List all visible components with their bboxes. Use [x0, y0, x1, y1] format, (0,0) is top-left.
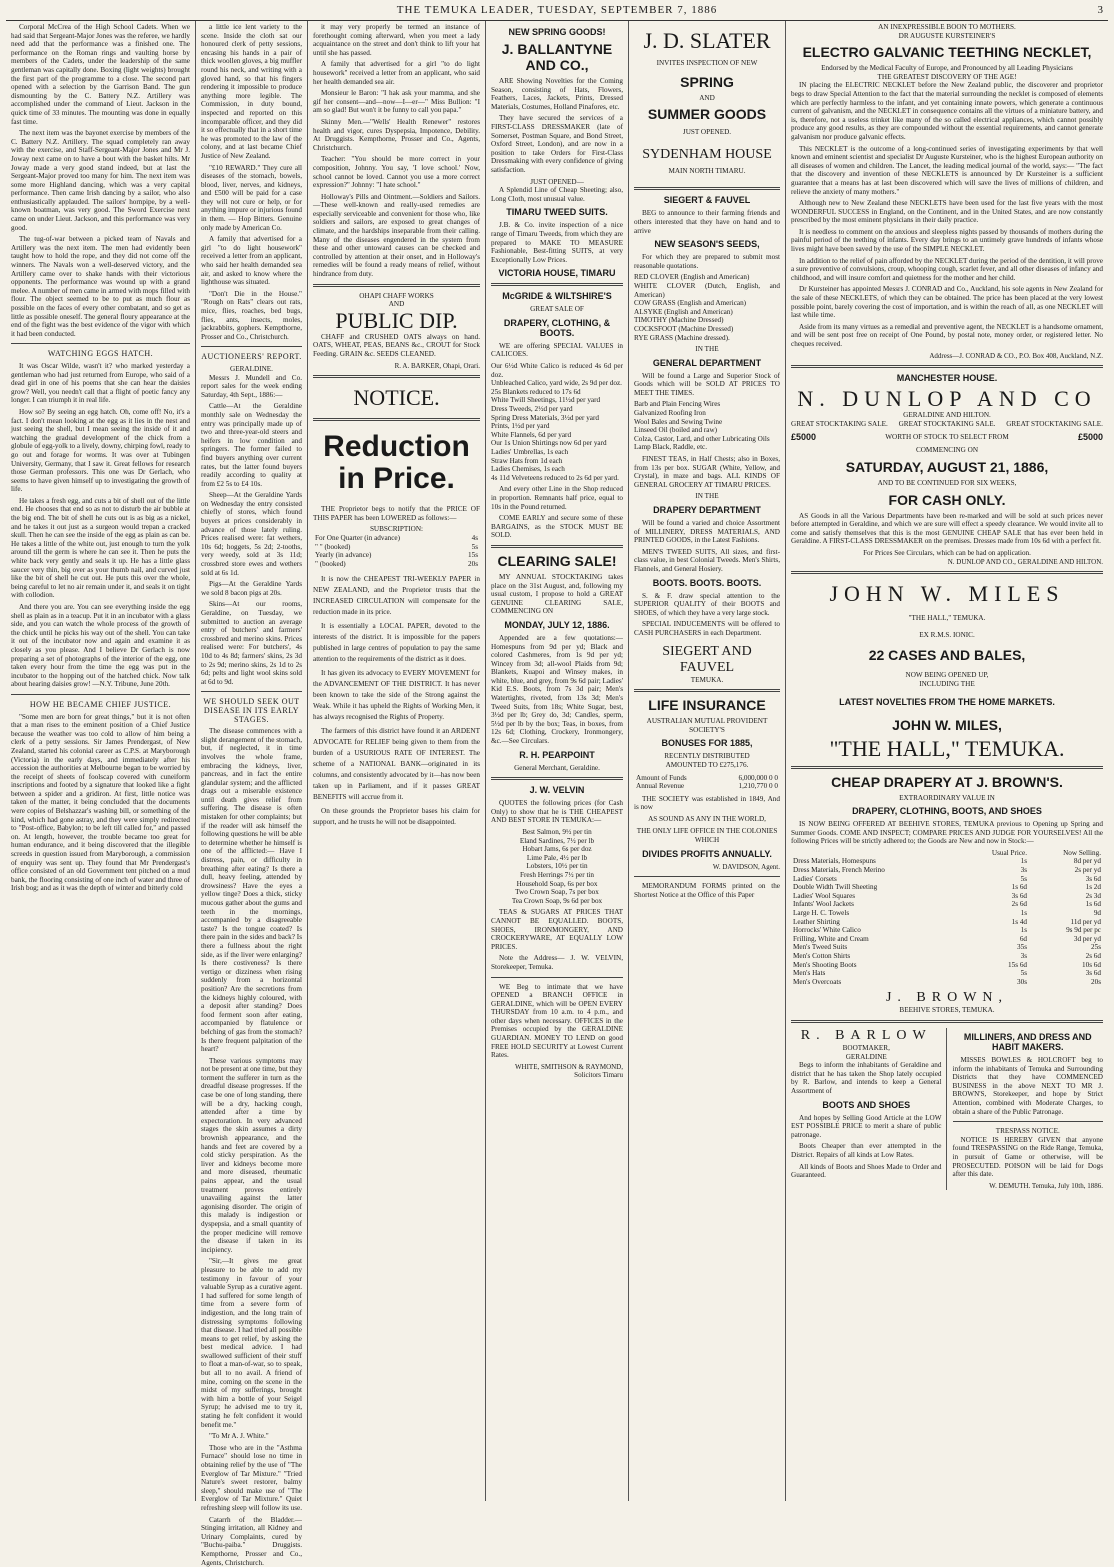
- ad-paragraph: AS Goods in all the Various Departments have been re-marked and will be sold at such prices never before attempted in Geraldine, and which we are sure will effect a speedy clearance. We would invite all to come and satisfy themselves that this is the most GENUINE CHEAP SALE that has ever been held in Geraldine. A FIRST-CLASS DRESSMAKER on the premises. Dresses made from 10s 6d with a perfect fit.: [791, 511, 1103, 546]
- ad-title: SIEGERT & FAUVEL: [663, 195, 751, 206]
- article-paragraph: a little ice lent variety to the scene. Inside the cloth sat our honoured clerk of petty sessions, encasing his hands in a pair of thick woollen gloves, a big muffler round his neck, and writing with a gloved hand, so that his fingers rendering it impossible to produce anything more legible. The Commission, in duty bound, inspected and reported on this incomparable officer, and they did it so effectually that in a short time he was promoted to the law of the colony, and at last became Chief Justice of New Zealand.: [201, 23, 302, 160]
- ad-heading: TIMARU TWEED SUITS.: [506, 207, 608, 218]
- ad-title: McGRIDE & WILTSHIRE'S: [502, 291, 612, 302]
- list-item: RYE GRASS (Machine dressed).: [634, 333, 730, 342]
- article-paragraph: "Some men are born for great things," but it is not often that a man rises to the eminent position of a Chief Justice because the weather was too cold to allow of him being a clerk of a petty sessions. Sir James Prendergast, of New Zealand, started his colonial career as C.P.S. at Maryborough (Victoria) in the early days, and immediately after his accession the authorities at Melbourne began to be worried by the receipt of sheets of foolscap covered with cuneiform inscriptions and footed by a signature that looked like a fight between a spider and a gridiron. At first, little notice was taken of the matter, it being concluded that the documents were copies of Belshazzar's washing bill, or something of the kind, which had gone astray, and they were simply redirected to "Post-office, Babylon; to be left till called for," and passed on. At length, however, the trouble became too great for human endurance, and it being discovered that the illegible screeds in question issued from Maryborough, a commission of enquiry was sent up. They found that Mr Prendergast's office consisted of an old Government tent pitched on a mud bank, the flooring consisting of one inch of water and three of Irish bog; and as it was the depth of winter and bitterly cold: [11, 712, 190, 893]
- ad-line: GERALDINE AND HILTON.: [903, 411, 991, 420]
- table-row: Leather Shirting 1s 4d 11d per yd: [793, 917, 1101, 926]
- ad-title: J. W. VELVIN: [529, 785, 585, 796]
- ad-paragraph: FINEST TEAS, in Half Chests; also in Boxes, from 13s per box. SUGAR (White, Yellow, and Crystal), in maze and bags. ALL KINDS OF GENERAL GROCERY AT TIMARU PRICES.: [634, 455, 780, 489]
- article-paragraph: The farmers of this district have found it an ARDENT ADVOCATE for RELIEF being given to them from the burden of a USURIOUS RATE OF INTEREST. The scheme of a NATIONAL BANK—originated in its columns, and consistently advocated by it—has now been taken up in Parliament, and if it passes GREAT BENEFITS will accrue from it.: [313, 727, 480, 802]
- table-row: Ladies' Corsets 5s 3s 6d: [793, 874, 1101, 883]
- column-3: [308, 21, 486, 1501]
- ad-paragraph: S. & F. draw special attention to the SUPERIOR QUALITY of their BOOTS and SHOES, of which they have a very large stock.: [634, 591, 780, 617]
- ad-signature: W. DEMUTH. Temuka, July 10th, 1886.: [989, 1181, 1103, 1190]
- list-item: 4s 11d Velveteens reduced to 2s 6d per yard.: [491, 473, 619, 482]
- ad-paragraph: MEN'S TWEED SUITS, All sizes, and first-class value, in best Colonial Tweeds. Men's Shirts, Flannels, and General Hosiery.: [634, 547, 780, 573]
- ad-line: EXTRAORDINARY VALUE IN: [899, 793, 995, 802]
- ohapi-ad-line: AND: [388, 300, 405, 309]
- article-paragraph: Skins—At our rooms, Geraldine, on Tuesday, we submitted to auction an average entry of butchers' and farmers' crossbred and merino skins. Prices realised were: For butchers', 4s 10d to 4s 8d; farmers' skins, 2s 3d to 2s 9d; merino skins, 2s 1d to 2s 6d; pelts and light wool skins sold at 6d to 9d.: [201, 600, 302, 686]
- ad-paragraph: MEMORANDUM FORMS printed on the Shortest Notice at the Office of this Paper: [634, 882, 780, 899]
- table-row: " " (booked) 5s: [315, 542, 478, 551]
- article-paragraph: How so? By seeing an egg hatch. Oh, come off! No, it's a fact. I don't mean looking at the egg as it lies in the nest and just seeing the shell, but I mean seeing the inside of it and watching the gradual development of the chick from a globule of egg-yolk to a lively, downy, chirping fowl, ready to go out and forage for worms. It was over at Tubingen University, Germany, that I saw it. Great fellows for research those German professors. This one was Dr Gerlach, who seems to have given himself up to investigating the growth of life.: [11, 407, 190, 494]
- masthead: [6, 4, 1108, 21]
- ad-heading: GENERAL DEPARTMENT: [652, 357, 762, 368]
- table-row: Men's Cotton Shirts 3s 2s 6d: [793, 952, 1101, 960]
- article-paragraph: It is essentially a LOCAL PAPER, devoted to the interests of the district. It is impossible for the papers published in large centres of population to pay the same attention to the requirements of the district as it does.: [313, 622, 480, 664]
- ad-paragraph: J.B. & Co. invite inspection of a nice range of Timaru Tweeds, from which they are prepared to MAKE TO MEASURE Fashionable, Best-fitting SUITS, at very Exceptionally Low Prices.: [491, 221, 623, 264]
- milliners-ad: [953, 1028, 1104, 1190]
- bottom-ads-row: [791, 1028, 1103, 1190]
- ohapi-ad-body: CHAFF and CRUSHED OATS always on hand. OATS, WHEAT, PEAS, BEANS &c., CROUT for Stock Feeding. GRAIN &c. SEEDS CLEANED.: [313, 332, 480, 358]
- divider: [634, 689, 780, 692]
- ad-line: BOOTMAKER,: [842, 1043, 890, 1052]
- ad-paragraph: QUOTES the following prices (for Cash Only) to show that he is THE CHEAPEST AND BEST STORE IN TEMUKA:—: [491, 799, 623, 825]
- divider: [953, 1121, 1104, 1122]
- article-heading: HOW HE BECAME CHIEF JUSTICE.: [29, 699, 172, 709]
- ad-paragraph: Although new to New Zealand these NECKLETS have been used for the last five years with the most WONDERFUL SUCCESS in England, on the Continent, and in the United States, and are now constantly prescribed by the most eminent physicians in their daily practice.: [791, 199, 1103, 225]
- table-row: Amount of Funds 6,000,000 0 0: [636, 773, 778, 782]
- ad-line: THE ONLY LIFE OFFICE IN THE COLONIES WHICH: [636, 827, 778, 845]
- list-item: Our 6½d White Calico is reduced 4s 6d per doz.: [491, 362, 623, 379]
- article-paragraph: Teacher: "You should be more correct in your composition, Johnny. You say, 'I love school.' Now, school cannot be loved. Cannot you use a more correct expression?" Johnny: "I hate school.": [313, 155, 480, 190]
- table-row: Double Width Twill Sheeting 1s 6d 1s 2d: [793, 883, 1101, 892]
- divider: [791, 766, 1103, 769]
- barlow-ad: [791, 1028, 947, 1190]
- ad-paragraph: In addition to the relief of pain afforded by the NECKLET during the period of the dentition, it will prove a sure preventive of convulsions, croup, whooping cough, scarlet fever, and all other diseases of infancy and childhood, and will insure comfort and quietness for the mother and her child.: [791, 256, 1103, 282]
- article-paragraph: These various symptoms may not be present at one time, but they torment the sufferer in turn as the dreadful disease progresses. If the case be one of long standing, there will be a dry, hacking cough, attended after a time by expectoration. In very advanced stages the skin assumes a dirty brownish appearance, and the hands and feet are covered by a cold sticky perspiration. As the liver and kidneys become more and more diseased, rheumatic pains appear, and the usual treatment proves entirely unavailing against the latter agonising disorder. The origin of this malady is indigestion or dyspepsia, and a small quantity of the proper medicine will remove the disease if taken in its incipiency.: [201, 1056, 302, 1254]
- ad-paragraph: Boots Cheaper than ever attempted in the District. Repairs of all kinds at Low Rates.: [791, 1142, 942, 1159]
- list-item: Fresh Herrings 7½ per tin: [519, 870, 595, 879]
- ad-line: THE GREATEST DISCOVERY OF THE AGE!: [877, 72, 1017, 81]
- ad-title: SIEGERT AND FAUVEL: [662, 643, 752, 675]
- ad-line: Endorsed by the Medical Faculty of Europe, and Pronounced by all Leading Physicians: [821, 64, 1073, 73]
- ad-signature: W. DAVIDSON, Agent.: [712, 862, 780, 871]
- list-item: Straw Hats from 1d each: [491, 456, 563, 465]
- article-paragraph: The disease commences with a slight derangement of the stomach, but, if neglected, it in time involves the whole frame, embracing the kidneys, liver, pancreas, and in fact the entire glandular system; and the afflicted drags out a miserable existence until death gives relief from suffering. The disease is often mistaken for other complaints; but if the reader will ask himself the following questions he will be able to determine whether he himself is one of the afflicted:— Have I distress, pain, or difficulty in breathing after eating? Is there a dull, heavy feeling, attended by drowsiness? Have the eyes a yellow tinge? Does a thick, sticky mucous gather about the gums and teeth in the mornings, accompanied by a disagreeable taste? Is the tongue coated? Is there pain in the sides and back? Is there a fullness about the right side, as if the liver were enlarging? Is there costiveness? Is there vertigo or dizziness when rising suddenly from a horizontal position? Are the secretions from the kidneys highly coloured, with a deposit after standing? Does food ferment soon after eating, accompanied by flatulence or belching of gas from the stomach? Is there frequent palpitation of the heart?: [201, 727, 302, 1054]
- article-heading: WE SHOULD SEEK OUT DISEASE IN ITS EARLY STAGES.: [203, 697, 300, 724]
- subscription-table: [313, 534, 480, 568]
- ad-title: J. BROWN,: [885, 990, 1009, 1006]
- article-paragraph: It is now the CHEAPEST TRI-WEEKLY PAPER in NEW ZEALAND, and the Proprietor trusts that the INCREASED CIRCULATION will compensate for the reduction made in its price.: [313, 575, 480, 617]
- table-row: " (booked) 20s: [315, 559, 478, 568]
- list-item: Household Soap, 6s per box: [516, 879, 598, 888]
- ad-paragraph: And hopes by Selling Good Article at the LOW EST POSSIBLE PRICE to merit a share of public patronage.: [791, 1113, 942, 1139]
- article-paragraph: Skinny Men.—"Wells' Health Renewer" restores health and vigor, cures Dyspepsia, Impotence, Debility. At Druggists. Kempthorne, Prosser and Co., Agents, Christchurch.: [313, 117, 480, 152]
- article-paragraph: "Don't Die in the House." "Rough on Rats" clears out rats, mice, flies, roaches, bed bugs, flies, ants, insects, moles, jackrabbits, gophers. Kempthorne, Prosser and Co., Christchurch.: [201, 289, 302, 341]
- ad-title: LIFE INSURANCE: [648, 697, 766, 714]
- ad-line: General Merchant, Geraldine.: [514, 763, 600, 772]
- list-item: 25s Blankets reduced to 17s 6d: [491, 387, 581, 396]
- ad-line: RECENTLY DISTRIBUTED: [664, 752, 750, 761]
- ad-heading: SPRING: [680, 73, 734, 90]
- ad-paragraph: BEG to announce to their farming friends and others interested that they have on hand and to arrive: [634, 209, 780, 235]
- ad-heading: DIVIDES PROFITS ANNUALLY.: [642, 848, 772, 859]
- reduction-heading: Reduction in Price.: [323, 430, 470, 496]
- seed-list: [634, 273, 780, 342]
- divider: [634, 876, 780, 877]
- ad-heading: FOR CASH ONLY.: [888, 491, 1006, 508]
- ad-heading: BOOTS. BOOTS. BOOTS.: [652, 577, 762, 588]
- funds-table: [634, 774, 780, 791]
- ad-paragraph: They have secured the services of a FIRST-CLASS DRESSMAKER (late of Somerset, Postman Square, and Bond Street, Oxford Street, London), and are now in a position to take Orders for First-Class Dressmaking with every confidence of giving satisfaction.: [491, 114, 623, 174]
- ad-line: AS SOUND AS ANY IN THE WORLD,: [648, 814, 766, 823]
- list-item: COW GRASS (English and American): [634, 299, 747, 308]
- price-table: [791, 849, 1103, 987]
- list-item: WHITE CLOVER (Dutch, English, and American): [634, 281, 780, 299]
- ad-title: R. H. PEARPOINT: [519, 749, 595, 760]
- ad-title: MILLINERS, AND DRESS AND HABIT MAKERS.: [963, 1031, 1092, 1052]
- divider: [791, 571, 1103, 574]
- ad-paragraph: COME EARLY and secure some of these BARGAINS, as the STOCK MUST BE SOLD.: [491, 514, 623, 540]
- ad-title: CLEARING SALE!: [497, 552, 617, 569]
- price-list: [491, 828, 623, 905]
- article-paragraph: Those who are in the "Asthma Furnace" should lose no time in obtaining relief by the use of "The Everglow of Tar Mixture." "Tried Nature's sweet restorer, balmy sleep," should make use of "The Everglow of Tar Mixture." Quiet refreshing sleep will follow its use.: [201, 1443, 303, 1512]
- ad-paragraph: For which they are prepared to submit most reasonable quotations.: [634, 253, 780, 270]
- ad-paragraph: SPECIAL INDUCEMENTS will be offered to CASH PURCHASERS in each Department.: [634, 620, 780, 637]
- ad-paragraph: This NECKLET is the outcome of a long-continued series of investigating experiments by that well known and eminent scientist and specialist Dr Auguste Kursteiner, who is the highest European authority on all diseases of women and children. The Lancet, the leading medical journal of the world, says:— "The fact that the discovery and invention of these NECKLETS is announced by Dr Kursteiner is a sufficient guarantee that a means has at last been discovered which will save the lives of millions of children, and relieve the anxiety of many mothers.": [791, 144, 1103, 196]
- ad-signature: WHITE, SMITHSON & RAYMOND, Solicitors Timaru: [514, 1062, 623, 1080]
- article-paragraph: Messrs J. Mundell and Co. report sales for the week ending Saturday, 4th Sept., 1886:—: [201, 373, 302, 399]
- list-item: White Flannels, 6d per yard: [491, 430, 572, 439]
- list-item: Eland Sardines, 7½ per lb: [519, 836, 595, 845]
- list-item: Two Crown Soap, 7s per box: [515, 888, 599, 897]
- ad-paragraph: MISSES BOWLES & HOLCROFT beg to inform the inhabitants of Temuka and Surrounding Districts that they have COMMENCED BUSINESS in the above NEXT TO MR J. BROWN'S, Storekeeper, and hope by Strict Attention, combined with Moderate Charges, to obtain a share of the Public Patronage.: [952, 1055, 1103, 1116]
- ad-title: CHEAP DRAPERY AT J. BROWN'S.: [831, 773, 1063, 790]
- divider: [791, 1020, 1103, 1023]
- divider: [491, 977, 623, 978]
- article-paragraph: A family that advertised for a girl "to do light housework" received a letter from an applicant, who said her health demanded sea air, and asked to know where the lighthouse was situated.: [201, 235, 302, 287]
- table-row: Dress Materials, French Merino 3s 2s per yd: [793, 866, 1101, 875]
- ad-title: R. BARLOW: [800, 1027, 932, 1043]
- article-paragraph: "£10 REWARD." They cure all diseases of the stomach, bowels, blood, liver, nerves, and kidneys, and £500 will be paid for a case they will not cure or help, or for anything impure or injurious found in them. — Hop Bitters. Genuine only made by American Co.: [201, 163, 303, 232]
- ad-heading: DRAPERY, CLOTHING, & BOOTS.: [503, 317, 611, 338]
- article-paragraph: Holloway's Pills and Ointment.—Soldiers and Sailors.—These well-known and really-used remedies are especially serviceable and convenient for those who, like soldiers and sailors, are exposed to great changes of climate, and the hardships inseparable from their calling. Many of the diseases engendered in the system from these and other untoward causes can be checked and controlled by attention at their onset, and in Holloway's remedies will be found a ready means of relief, without hindrance from duty.: [313, 192, 480, 279]
- divider: [491, 545, 623, 548]
- divider: [11, 343, 190, 344]
- amount-left: £5000: [791, 432, 817, 443]
- ad-heading: LATEST NOVELTIES FROM THE HOME MARKETS.: [839, 696, 1055, 707]
- ohapi-ad-line: OHAPI CHAFF WORKS: [359, 291, 434, 300]
- ohapi-ad-signature: R. A. BARKER, Ohapi, Orari.: [394, 361, 480, 370]
- list-item: Spring Dress Materials, 3½d per yard: [491, 413, 599, 422]
- page-number: 3: [1097, 4, 1104, 16]
- article-subheading: GERALDINE.: [230, 364, 273, 373]
- list-item: Barb and Plain Fencing Wires: [634, 400, 721, 409]
- article-paragraph: A family that advertised for a girl "to do light housework" received a letter from an applicant, who said her health demanded sea air.: [313, 60, 480, 86]
- article-paragraph: Corporal McCrea of the High School Cadets. When we had said that Sergeant-Major Jones was the referee, we hardly need add that the performance was a finished one. The performance on the Roman rings and vaulting horse by members of the Cadets, under the leadership of the same gentleman was capitally done. Boxing (light weights) brought the first part of the programme to a close. The second part opened with a selection by the Garrison Band. The gun dismounting by the C. Battery N.Z. Artillery was accomplished under the command of Lieut. Jackson in the quick time of 33 minutes. The mounting was done in equally fast time.: [11, 23, 190, 126]
- ad-line: AND TO BE CONTINUED FOR SIX WEEKS,: [877, 478, 1017, 487]
- list-item: Wool Bales and Sewing Twine: [634, 417, 723, 426]
- ad-line: GREAT STOCKTAKING SALE.: [898, 419, 996, 428]
- ad-line: AN INEXPRESSIBLE BOON TO MOTHERS.: [878, 23, 1016, 31]
- ad-paragraph: IN placing the ELECTRIC NECKLET before the New Zealand public, the discoverer and proprietor begs to draw Special Attention to the fact that the material surrounding the necklet is composed of elements which are perfectly harmless to the infant, and yet containing innate powers, which generate a continuous current of galvanism, and the NECKLET in consequence contains all the virtues of a miniature battery, and is, therefore, not a useless trinket like many of the so called electrical appliances, which cannot possibly produce any good results, as they are compounded without the essential requirements, and cannot generate galvanism nor produce galvanic effects.: [791, 81, 1103, 141]
- table-row: Yearly (in advance) 15s: [315, 551, 478, 560]
- article-paragraph: THE Proprietor begs to notify that the PRICE OF THIS PAPER has been LOWERED as follows:—: [313, 505, 480, 522]
- divider: [313, 418, 480, 421]
- list-item: Tea Crown Soap, 9s 6d per box: [511, 896, 603, 905]
- column-4: [486, 21, 629, 1501]
- list-item: Galvanized Roofing Iron: [634, 409, 706, 418]
- divider: [201, 346, 302, 347]
- ad-heading: MONDAY, JULY 12, 1886.: [504, 619, 610, 630]
- ad-paragraph: Will be found a varied and choice Assortment of MILLINERY, DRESS MATERIALS, AND PRINTED GOODS, in the Latest Fashions.: [634, 519, 780, 545]
- article-paragraph: Pigs—At the Geraldine Yards we sold 8 bacon pigs at 20s.: [201, 580, 302, 597]
- list-item: TIMOTHY (Machine Dressed): [634, 316, 724, 325]
- list-item: Ladies' Umbrellas, 1s each: [491, 448, 569, 456]
- ad-line: BEEHIVE STORES, TEMUKA.: [899, 1006, 995, 1015]
- ad-paragraph: NOTICE IS HEREBY GIVEN that anyone found TRESPASSING on the Ride Range, Temuka, in pursuit of Game or otherwise, will be PROSECUTED. POISON will be laid for Dogs after this date.: [952, 1135, 1103, 1179]
- ad-paragraph: WE Beg to intimate that we have OPENED a BRANCH OFFICE in GERALDINE, which will be OPEN EVERY THURSDAY from 10 a.m. to 4 p.m., and other days when necessary. OFFICES in the Premises occupied by the GERALDINE GUARDIAN. MONEY TO LEND on good FREE HOLD SECURITY at Lowest Current Rates.: [491, 982, 623, 1060]
- ad-paragraph: THE SOCIETY was established in 1849, And is now: [634, 794, 780, 812]
- ad-paragraph: WE are offering SPECIAL VALUES in CALICOES.: [491, 341, 623, 359]
- ad-heading: TRESPASS NOTICE.: [995, 1127, 1060, 1136]
- list-item: Unbleached Calico, yard wide, 2s 9d per doz.: [491, 379, 622, 388]
- divider: [11, 694, 190, 695]
- ad-paragraph: It is needless to comment on the anxious and sleepless nights passed by thousands of mothers during the painful period of the teething of infants. Every day brings to an untimely grave hundreds of infants whose lives might have been saved by the use of the SIMPLE NECKLET.: [791, 227, 1103, 254]
- ad-line: DR AUGUSTE KURSTEINER'S: [898, 31, 996, 40]
- article-paragraph: It has given its advocacy to EVERY MOVEMENT for the ADVANCEMENT OF THE DISTRICT. It has never been known to take the side of the Strong against the Weak. While it has upheld the Rights of Working Men, it has always recognised the Rights of Property.: [313, 669, 480, 722]
- amount-right: £5000: [1077, 432, 1103, 443]
- ad-line: IN THE: [695, 492, 719, 501]
- list-item: COCKSFOOT (Machine Dressed): [634, 324, 734, 333]
- list-item: Lobsters, 10½ per tin: [526, 862, 588, 871]
- ad-paragraph: Will be found a Large and Superior Stock of Goods which will be SOLD AT PRICES TO MEET THE TIMES.: [634, 371, 780, 397]
- ad-paragraph: All kinds of Boots and Shoes Made to Order and Guaranteed.: [791, 1162, 942, 1180]
- ad-heading: DRAPERY DEPARTMENT: [653, 505, 761, 515]
- ad-line: AUSTRALIAN MUTUAL PROVIDENT SOCIETY'S: [646, 717, 768, 734]
- article-paragraph: Cattle—At the Geraldine monthly sale on Wednesday the entry was principally made up of two and three-year-old steers and heifers in low condition and springers. The former failed to find buyers anything over current rates, but the latter found buyers readily according to quality at from £2 5s to £4 10s.: [201, 402, 302, 488]
- ad-paragraph: IS NOW BEING OFFERED AT BEEHIVE STORES, TEMUKA previous to Opening up Spring and Summer Goods. COME AND INSPECT; COMPARE PRICES AND JUDGE FOR YOURSELVES! All the following Prices will be strictly adhered to; the Goods are New and now in Stock:—: [791, 820, 1103, 846]
- table-row: Large H. C. Towels 1s 9d: [793, 909, 1101, 918]
- article-paragraph: it may very properly be termed an instance of forethought coming afterward, when you meet a lady acquaintance on the street and don't think to lift your hat until she has passed.: [313, 23, 480, 57]
- masthead-title: THE TEMUKA LEADER, TUESDAY, SEPTEMBER 7, 1886: [396, 4, 718, 16]
- ad-heading: MANCHESTER HOUSE.: [896, 373, 998, 384]
- ad-heading: SUMMER GOODS: [647, 106, 767, 123]
- article-paragraph: Sheep—At the Geraldine Yards on Wednesday the entry consisted chiefly of stores, which found buyers at prices considerably in advance of those lately ruling. Prices realised were: fat wethers, 10s 6d; hoggets, 5s 2d; 2-tooths, very weedy, sold at 3s 11d; crossbred store ewes and wethers sold at 6s 1d.: [201, 491, 302, 577]
- ad-line: For Prices See Circulars, which can be had on application.: [863, 548, 1031, 557]
- ad-line: "THE HALL," TEMUKA.: [908, 614, 986, 623]
- ad-line: INVITES INSPECTION OF NEW: [656, 59, 758, 67]
- table-row: Horrocks' White Calico 1s 9s 9d per pc: [793, 926, 1101, 935]
- ad-paragraph: And every other Line in the Shop reduced in proportion. Remnants half price, equal to 10s in the Pound returned.: [491, 485, 623, 511]
- ad-title: "THE HALL," TEMUKA.: [829, 735, 1065, 761]
- table-row: Frilling, White and Cream 6d 3d per yd: [793, 934, 1101, 943]
- article-paragraph: Catarrh of the Bladder.—Stinging irritation, all Kidney and Urinary Complaints, cured by "Buchu-paiba." Druggists. Kempthorne, Prosser and Co., Agents, Christchurch.: [201, 1515, 302, 1567]
- table-row: For One Quarter (in advance) 4s: [315, 533, 478, 542]
- list-item: RED CLOVER (English and American): [634, 273, 750, 282]
- ad-line: GREAT SALE OF: [530, 305, 584, 314]
- ohapi-ad-title: PUBLIC DIP.: [335, 307, 458, 333]
- ad-paragraph: Begs to inform the inhabitants of Geraldine and district that he has taken the Shop lately occupied by R. Barlow, and intends to keep a General Assortment of: [791, 1061, 942, 1095]
- divider: [491, 777, 623, 780]
- divider: [313, 284, 480, 287]
- ad-line: AND: [699, 93, 715, 102]
- ad-line: JUST OPENED.: [682, 128, 732, 137]
- ad-heading: DRAPERY, CLOTHING, BOOTS, AND SHOES: [852, 806, 1042, 817]
- ad-line: MAIN NORTH TIMARU.: [668, 166, 746, 175]
- ad-paragraph: Aside from its many virtues as a remedial and preventive agent, the NECKLET is a handsome ornament, and will be sent post free on receipt of One Pound, by postal note, money order, or registered letter. No cheques received.: [791, 322, 1103, 348]
- list-item: Colza, Castor, Lard, and other Lubricating Oils: [634, 434, 770, 443]
- stocktaking-row: [791, 420, 1103, 429]
- ad-line: NOW BEING OPENED UP,: [905, 671, 989, 680]
- ad-heading: BONUSES FOR 1885,: [661, 738, 753, 749]
- list-item: Best Salmon, 9½ per tin: [522, 828, 592, 836]
- column-6: [786, 21, 1108, 1501]
- article-paragraph: It was Oscar Wilde, wasn't it? who marked yesterday a gentleman who had just returned from Europe, who said of a dead girl in one of his poems that she can hear the daisies grow? Well, you needn't call that a flight of poetic fancy any longer. I can triumph it in real life.: [11, 361, 190, 405]
- ad-paragraph: ARE Showing Novelties for the Coming Season, consisting of Hats, Flowers, Feathers, Laces, Jackets, Prints, Dressed Materials, Costumes, Holland Pinafores, etc.: [491, 77, 623, 111]
- article-heading: WATCHING EGGS HATCH.: [47, 349, 154, 359]
- divider: [791, 365, 1103, 368]
- price-list: [491, 362, 623, 482]
- list-item: ALSYKE (English and American): [634, 307, 733, 316]
- divider: [634, 187, 780, 190]
- table-row: Men's Tweed Suits 35s 25s: [793, 943, 1101, 952]
- ad-line: IN THE: [695, 345, 719, 354]
- ad-line: TEMUKA.: [690, 675, 724, 684]
- ad-signature: Address—J. CONRAD & CO., P.O. Box 408, Auckland, N.Z.: [929, 351, 1103, 360]
- table-row: Men's Overcoats 30s 20s: [793, 977, 1101, 986]
- article-paragraph: And there you are. You can see everything inside the egg shell as plain as in a teacup. Put it in an incubator with a glass side, and you can watch the whole process of the growth of the chick until he picks his way out of the shell. You can take it out of the incubator now and again and examine it as closely as you please. And I believe Dr Gerlach is now preparing a set of photographs of the interior of the egg, one taken every hour from the time the egg was put in the incubator to the hopping out of the hatched chick. Now talk about hearing daisies grow! —N.Y. Tribune, June 20th.: [11, 603, 190, 689]
- ad-title: JOHN W. MILES: [829, 581, 1065, 607]
- article-heading: AUCTIONEERS' REPORT.: [201, 352, 302, 362]
- article-paragraph: On these grounds the Proprietor bases his claim for support, and he trusts he will not be disappointed.: [313, 807, 480, 827]
- table-row: Annual Revenue 1,210,770 0 0: [636, 782, 778, 791]
- subscription-heading: SUBSCRIPTION:: [369, 525, 424, 534]
- ad-title: N. DUNLOP AND CO: [797, 386, 1097, 412]
- notice-heading: NOTICE.: [353, 385, 440, 411]
- divider: [201, 691, 302, 692]
- article-paragraph: Monsieur le Baron: "I hak ask your mamma, and she gif her consent—and—now—I—er—" Miss Bullion: "I am so glad! But won't it be funny to call you papa.": [313, 89, 480, 115]
- list-item: Lamp Black, Raddle, etc.: [634, 443, 708, 452]
- ad-heading: SATURDAY, AUGUST 21, 1886,: [845, 458, 1049, 475]
- list-item: Linseed Oil (boiled and raw): [634, 426, 718, 435]
- ad-line: GERALDINE: [845, 1052, 887, 1061]
- divider: [313, 375, 480, 378]
- ad-line: GREAT STOCKTAKING SALE.: [1006, 419, 1103, 428]
- amount-row: [791, 428, 1103, 446]
- ad-paragraph: Appended are a few quotations:— Homespuns from 9d per yd; Black and colored Cashmeres, from 1s 9d per yd; Wincey from 3d; all-wool Plaids from 9d; Blankets, Kuapoi and Winsey makes, in white, blue, and grey, from 9s 6d pair; Ladies' Kid E.S. Boots, from 7s 3d pair; Men's Watertights, riveted, from 13s 3d; Men's Tweed Suits, from 18s; White Sugar, best, 3½d per lb; Grey do, 3d; Candles, sperm, 5½d per lb by the box; Teas, in boxes, from 12s 6d; Clothing, Crockery, Ironmongery, &c.—See Circulars.: [491, 633, 623, 746]
- list-item: Prints, 1½d per yard: [491, 422, 550, 431]
- ad-line: INCLUDING THE: [919, 679, 975, 688]
- article-paragraph: The tug-of-war between a picked team of Navals and Artillery was the next item. The men had evidently been taught how to hold the rope, and they did not come off the winners. The Navals won a well-deserved victory, and the Artillery came over to shake hands with their victorious opponents. The performance was wound up with a grand melee. A number of men came in armed with mops filled with flour. The object seemed to be to put as much flour as possible on the faces of every other combatant, and so get as little as possible oneself. The general floury appearance at the end of the fight was the best evidence of the vigor with which it had been conducted.: [11, 235, 190, 338]
- ad-title: JOHN W. MILES,: [892, 716, 1002, 733]
- table-row: Ladies' Wool Squares 3s 6d 2s 3d: [793, 891, 1101, 900]
- table-row: Infants' Wool Jackets 2s 6d 1s 6d: [793, 900, 1101, 909]
- list-item: Our 1s Union Shirtings now 6d per yard: [491, 439, 607, 448]
- ad-heading: NEW SPRING GOODS!: [508, 27, 606, 37]
- list-item: Dress Tweeds, 2½d per yard: [491, 405, 573, 414]
- ad-paragraph: TEAS & SUGARS AT PRICES THAT CANNOT BE EQUALLED. BOOTS, SHOES, IRONMONGERY, AND CROCKERYWARE, AT EQUALLY LOW PRICES.: [491, 908, 623, 951]
- table-header-row: Usual Price. Now Selling.: [991, 848, 1101, 857]
- ad-line: EX R.M.S. IONIC.: [919, 630, 975, 639]
- ad-line: GREAT STOCKTAKING SALE.: [791, 419, 888, 428]
- article-paragraph: "Sir,—It gives me great pleasure to be able to add my testimony in favour of your valuable Syrup as a curative agent. I had suffered for some length of time from a severe form of indigestion, and the long train of distressing symptoms following that disease. I had tried all possible means to get relief, by asking the best medical advice. I had swallowed sufficient of their stuff to float a man-of-war, so to speak, but all to no avail. A friend of mine, coming on the scene in the midst of my sufferings, brought with him a bottle of your Seigel Syrup; he advised me to try it, stating he felt confident it would benefit me.": [201, 1257, 302, 1429]
- divider: [491, 283, 623, 286]
- ad-line: COMMENCING ON: [915, 446, 979, 455]
- article-paragraph: The next item was the bayonet exercise by members of the C. Battery N.Z. Artillery. The squad completely ran away with the exercise, and Staff-Sergeant-Major Jones and Mr J. Joway next came on to have a bout with the basket hilts. Mr Joway made a very good stand indeed, but at last the Sergeant-Major proved too many for him. The next item was some more Highland dancing, which was a very capital performance. Then came Irish dancing by a sailor, who also enthusiastically applauded. The sailors' hornpipe, by a well-known boatman, was very good. The Sword Exercise next came on under Lieut. Jackson, and this performance was very good.: [11, 129, 190, 232]
- column-5: [629, 21, 786, 1501]
- ad-title: ELECTRO GALVANIC TEETHING NECKLET,: [802, 44, 1092, 61]
- table-row: Men's Hats 5s 3s 6d: [793, 969, 1101, 978]
- list-item: White Twill Sheetings, 11½d per yard: [491, 396, 601, 405]
- ad-heading: SYDENHAM HOUSE: [642, 146, 772, 162]
- ad-paragraph: Dr Kursteiner has appointed Messrs J. CONRAD and Co., Auckland, his sole agents in New Zealand for the sale of these NECKLETS, of which they can be obtained. The price has been placed at the very lowest possible point, barely covering the cost of importation, and is within the reach of all, as one NECKLET will last while time.: [791, 285, 1103, 320]
- ad-paragraph: MY ANNUAL STOCKTAKING takes place on the 31st August, and, following my usual custom, I propose to hold a GREAT GENUINE CLEARING SALE, COMMENCING ON: [491, 572, 623, 616]
- column-1: [6, 21, 196, 1501]
- column-2: [196, 21, 308, 1567]
- table-row: Dress Materials, Homespuns 1s 8d per yd: [793, 857, 1101, 866]
- list-item: Lime Pale, 4½ per lb: [526, 853, 588, 862]
- ad-line: WORTH OF STOCK TO SELECT FROM: [885, 433, 1009, 442]
- ad-paragraph: A Splendid Line of Cheap Sheeting; also, Long Cloth, most unusual value.: [491, 186, 623, 203]
- article-paragraph: He takes a fresh egg, and cuts a bit of shell out of the little end. He chooses that end so as not to disturb the air bubble at the big end. The bit of shell he cuts out is as big as a nickel, and he takes it out just as a surgeon would trepan a cracked skull. Then he can see the inside of the egg as plain as can be. He takes a little of the white out, just enough to turn the yolk around till the germ is where he can see it. Then he puts the white back very gently and seals it up. He has a little glass saucer very thin, big over as your thumb nail, and curved just like the bit of shell he cut out. He puts this over the whole, being careful to let no air remain under it, and seals it on tight with collodion.: [11, 496, 190, 600]
- table-row: Men's Shooting Boots 15s 6d 10s 6d: [793, 960, 1101, 969]
- ad-heading: VICTORIA HOUSE, TIMARU: [498, 268, 616, 279]
- ad-heading: 22 CASES AND BALES,: [868, 647, 1026, 664]
- ad-signature: N. DUNLOP AND CO., GERALDINE AND HILTON.: [947, 557, 1103, 566]
- ad-title: J. D. SLATER: [643, 28, 771, 53]
- ad-title: J. BALLANTYNE AND CO.,: [501, 41, 613, 73]
- ad-heading: BOOTS AND SHOES: [822, 1099, 911, 1110]
- article-paragraph: "To Mr A. J. White.": [209, 1432, 269, 1441]
- general-list: [634, 400, 780, 452]
- ad-paragraph: Note the Address— J. W. VELVIN, Storekeeper, Temuka.: [491, 954, 623, 971]
- list-item: Hobart Jams, 6s per doz: [522, 845, 592, 854]
- ad-heading: NEW SEASON'S SEEDS,: [654, 239, 760, 250]
- ad-line: JUST OPENED—: [530, 177, 584, 186]
- list-item: Ladies Chemises, 1s each: [491, 465, 565, 474]
- ad-line: AMOUNTED TO £275,176.: [665, 760, 749, 769]
